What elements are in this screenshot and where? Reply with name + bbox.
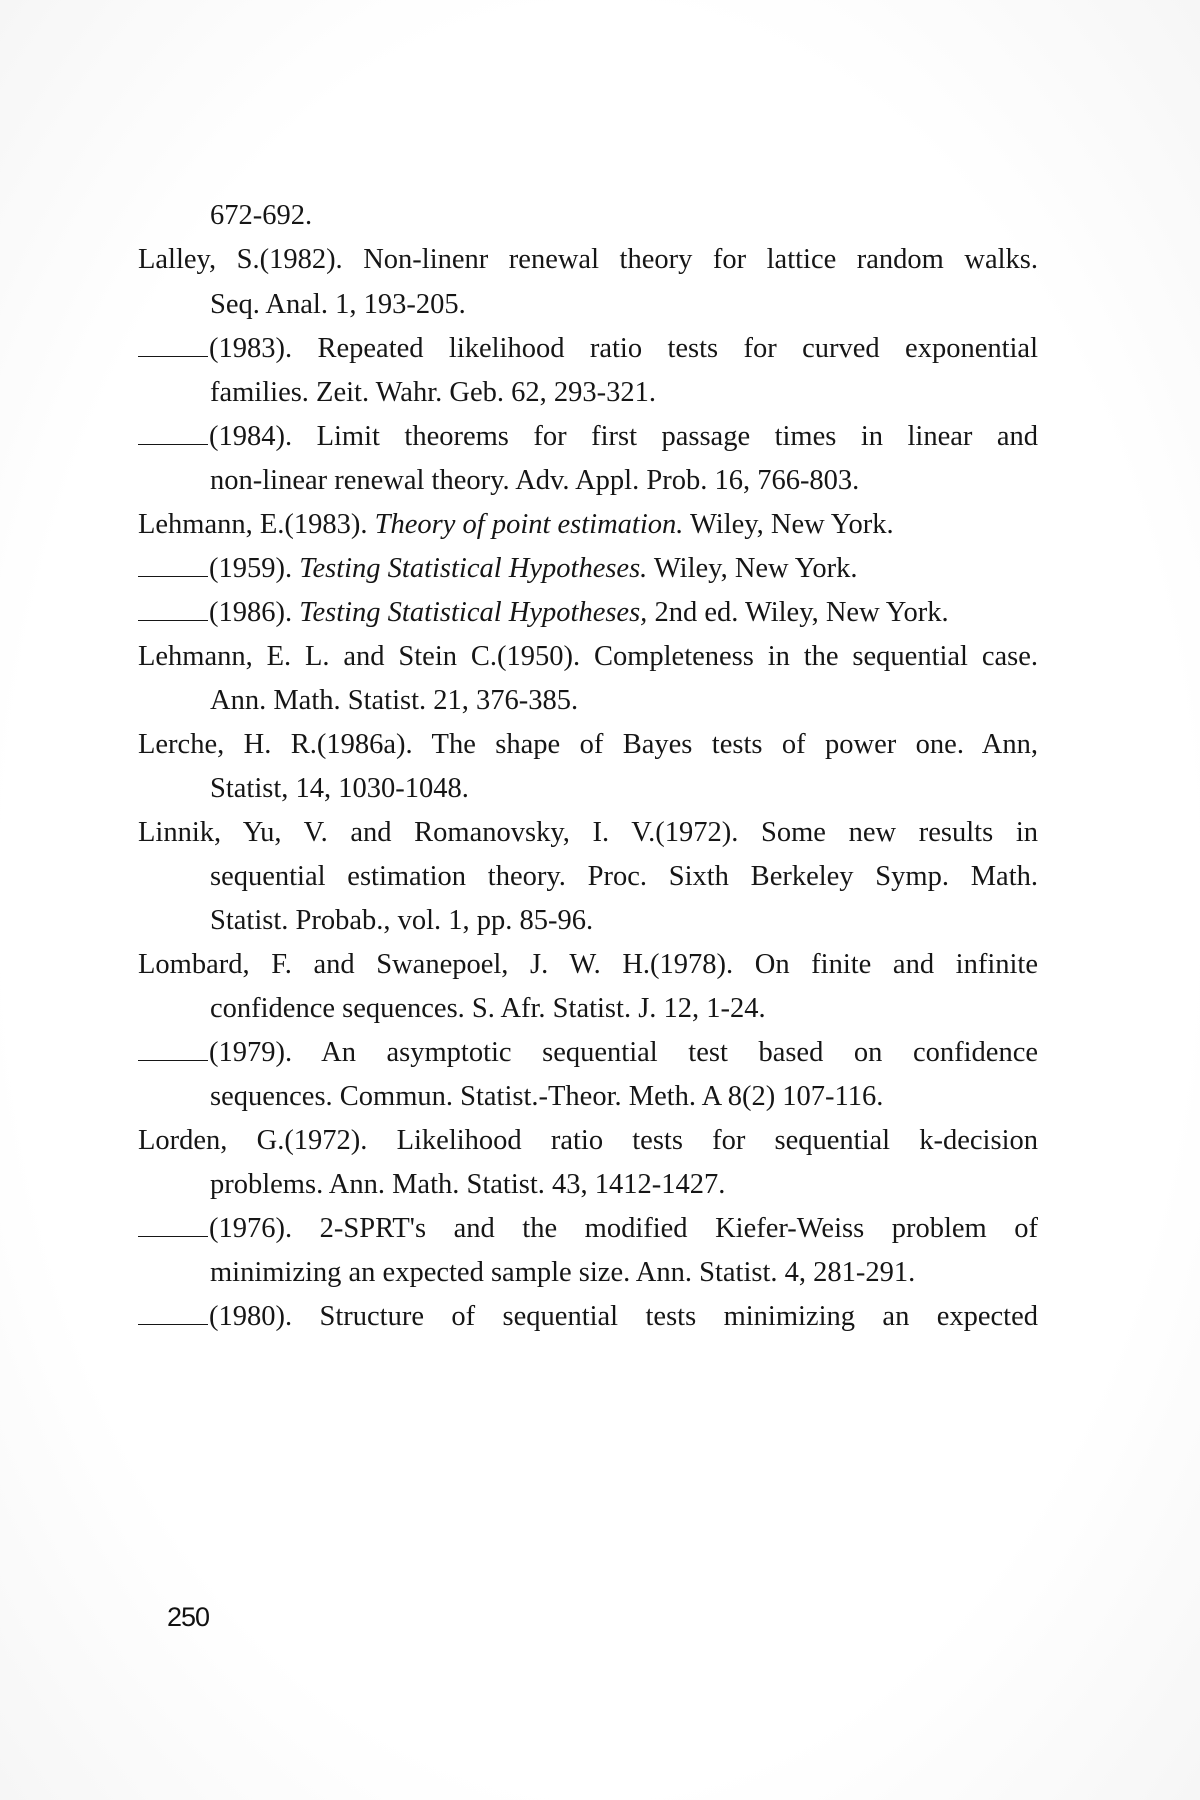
reference-title: Testing Statistical Hypotheses. [299,553,648,584]
reference-entry [138,1121,1038,1161]
reference-text: (1984). Limit theorems for first passage times in linear and [209,421,1038,452]
reference-entry [138,1297,1038,1337]
reference-text: Lorden, G.(1972). Likelihood ratio tests for sequential k-decision [138,1125,1038,1156]
reference-continuation [210,1253,1038,1293]
reference-text: (1976). 2-SPRT's and the modified Kiefer-Weiss problem of [209,1213,1038,1244]
reference-text: non-linear renewal theory. Adv. Appl. Prob. 16, 766-803. [210,465,860,496]
reference-entry [138,1033,1038,1073]
reference-text: 2nd ed. Wiley, New York. [647,597,949,628]
reference-text: (1983). Repeated likelihood ratio tests for curved exponential [209,333,1038,364]
reference-text: Ann. Math. Statist. 21, 376-385. [210,685,579,716]
reference-text: Seq. Anal. 1, 193-205. [210,289,466,320]
reference-continuation [210,373,1038,413]
ditto-rule [138,422,208,445]
reference-continuation [210,1165,1038,1205]
reference-text: problems. Ann. Math. Statist. 43, 1412-1427. [210,1169,726,1200]
reference-text: Linnik, Yu, V. and Romanovsky, I. V.(1972). Some new results in [138,817,1038,848]
reference-text: 672-692. [210,200,313,231]
reference-entry [138,637,1038,677]
reference-entry [138,1209,1038,1249]
reference-continuation [210,857,1038,897]
reference-text: Lalley, S.(1982). Non-linenr renewal theory for lattice random walks. [138,244,1038,275]
reference-text: families. Zeit. Wahr. Geb. 62, 293-321. [210,377,656,408]
reference-text: confidence sequences. S. Afr. Statist. J. 12, 1-24. [210,993,766,1024]
reference-continuation [210,769,1038,809]
reference-text: Statist, 14, 1030-1048. [210,773,469,804]
reference-title: Theory of point estimation. [374,509,684,540]
reference-continuation [210,285,1038,325]
ditto-rule [138,598,208,621]
reference-text: Lehmann, E. L. and Stein C.(1950). Completeness in the sequential case. [138,641,1038,672]
reference-text: (1980). Structure of sequential tests minimizing an expected [209,1301,1038,1332]
reference-text: Lombard, F. and Swanepoel, J. W. H.(1978). On finite and infinite [138,949,1038,980]
reference-text: sequences. Commun. Statist.-Theor. Meth. A 8(2) 107-116. [210,1081,884,1112]
reference-text: Lerche, H. R.(1986a). The shape of Bayes tests of power one. Ann, [138,729,1038,760]
reference-text: minimizing an expected sample size. Ann. Statist. 4, 281-291. [210,1257,916,1288]
reference-text: sequential estimation theory. Proc. Sixth Berkeley Symp. Math. [210,861,1038,892]
reference-continuation [210,1077,1038,1117]
reference-text: Lehmann, E.(1983). [138,509,375,540]
reference-text: (1986). [209,597,300,628]
reference-entry [138,505,1038,545]
ditto-rule [138,1214,208,1237]
reference-continuation [210,461,1038,501]
reference-entry [138,593,1038,633]
reference-text: (1959). [209,553,300,584]
ditto-rule [138,1302,208,1325]
reference-text: Wiley, New York. [647,553,858,584]
ditto-rule [138,334,208,357]
reference-entry [138,549,1038,589]
reference-continuation [210,681,1038,721]
reference-continuation [210,989,1038,1029]
reference-text: Wiley, New York. [683,509,894,540]
ditto-rule [138,1038,208,1061]
reference-entry [138,240,1038,280]
reference-entry [138,329,1038,369]
reference-continuation [210,196,1038,236]
reference-entry [138,813,1038,853]
page-number: 250 [167,1602,210,1632]
ditto-rule [138,554,208,577]
reference-title: Testing Statistical Hypotheses, [299,597,648,628]
reference-entry [138,417,1038,457]
reference-entry [138,725,1038,765]
reference-text: Statist. Probab., vol. 1, pp. 85-96. [210,905,594,936]
reference-text: (1979). An asymptotic sequential test based on confidence [209,1037,1038,1068]
reference-continuation [210,901,1038,941]
reference-entry [138,945,1038,985]
